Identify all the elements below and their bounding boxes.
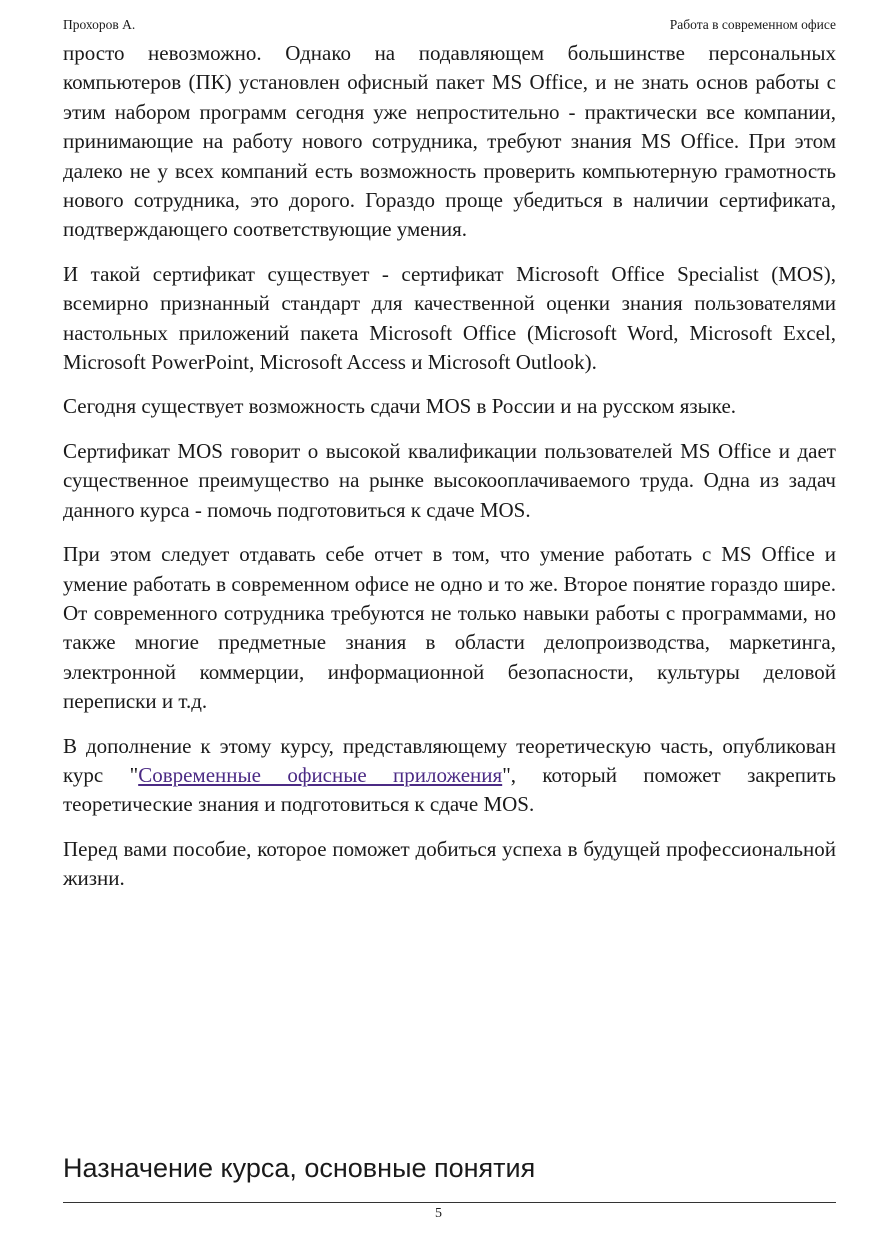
- paragraph-4: Сертификат MOS говорит о высокой квалификации пользователей MS Office и дает существенное преимущество на рынке высокооплачиваемого труда. Одна из задач данного курса - помочь подготовиться к сдаче MOS.: [63, 438, 836, 522]
- paragraph-6-before: В дополнение к этому курсу, представляющему теоретическую часть, опубликован курс ": [63, 733, 836, 787]
- paragraph-3: Сегодня существует возможность сдачи MOS в России и на русском языке.: [63, 394, 737, 419]
- paragraph-7: Перед вами пособие, которое поможет добиться успеха в будущей профессиональной жизни.: [63, 836, 836, 891]
- paragraph-5: При этом следует отдавать себе отчет в том, что умение работать с MS Office и умение работать в современном офисе не одно и то же. Второе понятие гораздо шире. От современного сотрудника требуются не только навыки работы с программами, но также многие предметные знания в области делопроизводства, маркетинга, электронной коммерции, информационной безопасности, культуры деловой переписки и т.д.: [63, 542, 836, 714]
- page-header: [63, 16, 836, 34]
- paragraph-2: И такой сертификат существует - сертификат Microsoft Office Specialist (MOS), всемирно признанный стандарт для качественной оценки знания пользователями настольных приложений пакета Microsoft Office (Microsoft Word, Microsoft Excel, Microsoft PowerPoint, Microsoft Access и Microsoft Outlook).: [63, 261, 836, 375]
- paragraph-6-after: ", который поможет закрепить теоретические знания и подготовиться к сдаче MOS.: [63, 762, 836, 817]
- header-title: Работа в современном офисе: [669, 17, 836, 32]
- section-heading: Назначение курса, основные понятия: [63, 1153, 536, 1183]
- paragraph-1: просто невозможно. Однако на подавляющем большинстве персональных компьютеров (ПК) установлен офисный пакет MS Office, и не знать основ работы с этим набором программ сегодня уже непростительно - практически все компании, принимающие на работу нового сотрудника, требуют знания MS Office. При этом далеко не у всех компаний есть возможность проверить компьютерную грамотность нового сотрудника, это дорого. Гораздо проще убедиться в наличии сертификата, подтверждающего соответствующие умения.: [63, 41, 836, 242]
- page-body: [63, 39, 836, 909]
- header-author: Прохоров А.: [63, 17, 136, 32]
- course-link[interactable]: Современные офисные приложения: [138, 762, 503, 787]
- footer-divider: [63, 1202, 836, 1203]
- page-number: 5: [435, 1206, 442, 1221]
- paragraph-6: [63, 732, 836, 820]
